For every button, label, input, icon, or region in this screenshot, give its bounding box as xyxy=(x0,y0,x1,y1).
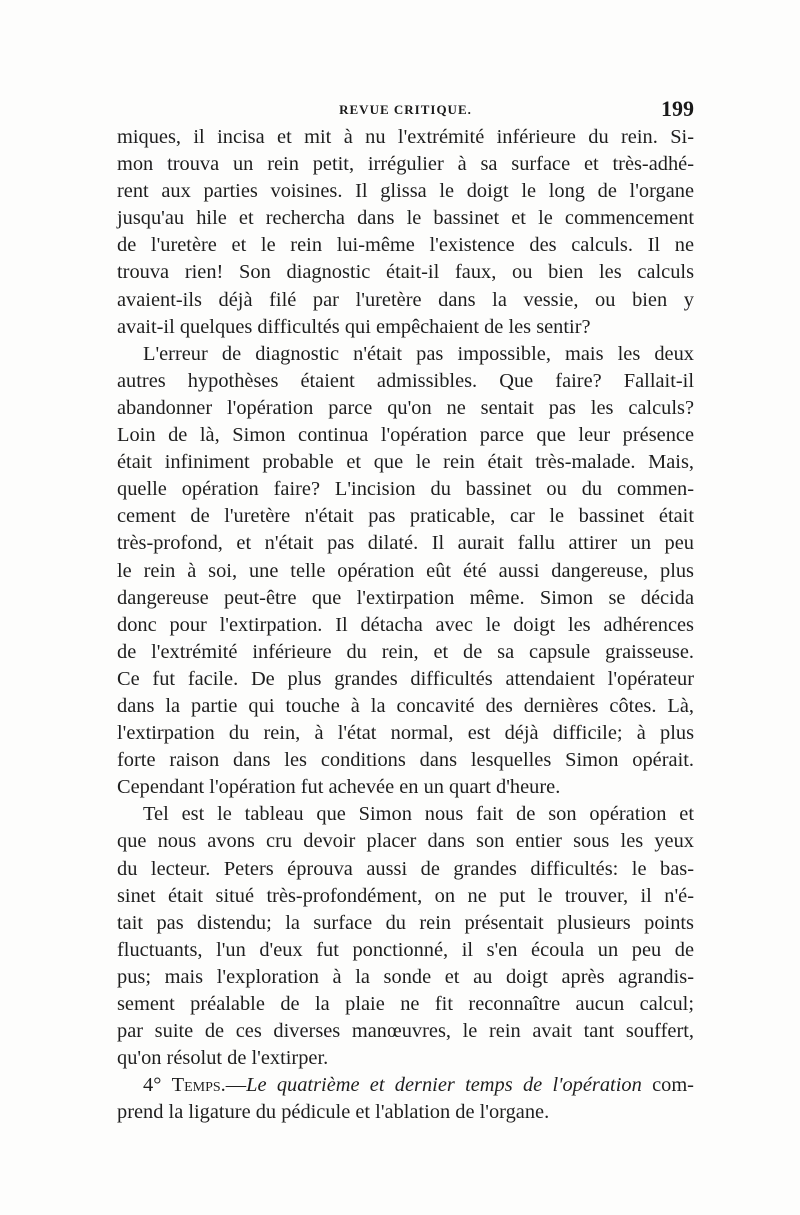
paragraph-2 xyxy=(117,341,694,802)
text-line: sinet était situé très-profondément, on ne put le trouver, il n'é- xyxy=(117,884,694,907)
text-line: trouva rien! Son diagnostic était-il faux, ou bien les calculs xyxy=(117,261,694,284)
text-line: Tel est le tableau que Simon nous fait de son opération et xyxy=(143,803,694,826)
text-line: jusqu'au hile et rechercha dans le bassinet et le commencement xyxy=(117,207,694,230)
text-line: l'extirpation du rein, à l'état normal, est déjà difficile; à plus xyxy=(117,722,694,745)
text-line: de l'extrémité inférieure du rein, et de sa capsule graisseuse. xyxy=(117,640,694,663)
italic-phrase: Le quatrième et dernier temps de l'opération xyxy=(246,1074,642,1097)
section-dash: — xyxy=(225,1074,247,1097)
text-line: L'erreur de diagnostic n'était pas impossible, mais les deux xyxy=(143,342,694,365)
text-line: par suite de ces diverses manœuvres, le rein avait tant souffert, xyxy=(117,1020,694,1043)
text-line: sement préalable de la plaie ne fit reconnaître aucun calcul; xyxy=(117,993,694,1015)
text-line: pus; mais l'exploration à la sonde et au doigt après agrandis- xyxy=(117,965,694,988)
running-head: REVUE CRITIQUE. xyxy=(339,102,472,117)
text-line: prend la ligature du pédicule et l'ablation de l'organe. xyxy=(117,1101,550,1124)
text-line: forte raison dans les conditions dans lesquelles Simon opérait. xyxy=(117,749,694,772)
text-line: cement de l'uretère n'était pas praticable, car le bassinet était xyxy=(117,505,694,528)
text-line: rent aux parties voisines. Il glissa le doigt le long de l'organe xyxy=(117,180,694,203)
body-text xyxy=(117,124,694,1126)
text-line: Ce fut facile. De plus grandes difficultés attendaient l'opérateur xyxy=(117,667,694,690)
text-line: abandonner l'opération parce qu'on ne sentait pas les calculs? xyxy=(117,396,694,419)
text-line: miques, il incisa et mit à nu l'extrémité inférieure du rein. Si- xyxy=(117,126,694,148)
text-line: qu'on résolut de l'extirper. xyxy=(117,1047,329,1070)
page-header xyxy=(117,96,694,126)
text-line: avaient-ils déjà filé par l'uretère dans la vessie, ou bien y xyxy=(117,288,694,311)
section-label: Temps. xyxy=(171,1074,226,1097)
paragraph-1 xyxy=(117,124,694,341)
text-line: de l'uretère et le rein lui-même l'existence des calculs. Il ne xyxy=(117,234,694,257)
text-line: était infiniment probable et que le rein était très-malade. Mais, xyxy=(117,451,694,474)
text-line: fluctuants, l'un d'eux fut ponctionné, il s'en écoula un peu de xyxy=(117,938,694,961)
text-line xyxy=(117,1072,694,1099)
text-line: quelle opération faire? L'incision du bassinet ou du commen- xyxy=(117,478,694,501)
text-line: autres hypothèses étaient admissibles. Que faire? Fallait-il xyxy=(117,369,694,392)
paragraph-4 xyxy=(117,1072,694,1126)
text-line: du lecteur. Peters éprouva aussi de grandes difficultés: le bas- xyxy=(117,857,694,880)
paragraph-3 xyxy=(117,801,694,1072)
text-line: mon trouva un rein petit, irrégulier à sa surface et très-adhé- xyxy=(117,153,694,176)
text-line: avait-il quelques difficultés qui empêchaient de les sentir? xyxy=(117,315,591,338)
section-number: 4° xyxy=(143,1074,162,1097)
text-line: le rein à soi, une telle opération eût été aussi dangereuse, plus xyxy=(117,559,694,582)
text-line: Loin de là, Simon continua l'opération parce que leur présence xyxy=(117,424,694,447)
text-line: très-profond, et n'était pas dilaté. Il aurait fallu attirer un peu xyxy=(117,532,694,555)
text-line: donc pour l'extirpation. Il détacha avec le doigt les adhérences xyxy=(117,613,694,636)
line-tail: com- xyxy=(652,1074,694,1097)
text-line: tait pas distendu; la surface du rein présentait plusieurs points xyxy=(117,911,694,934)
text-line: Cependant l'opération fut achevée en un quart d'heure. xyxy=(117,776,561,799)
page-number: 199 xyxy=(661,96,694,121)
text-line: dangereuse peut-être que l'extirpation même. Simon se décida xyxy=(117,586,694,609)
text-line: que nous avons cru devoir placer dans son entier sous les yeux xyxy=(117,830,694,853)
text-line: dans la partie qui touche à la concavité des dernières côtes. Là, xyxy=(117,694,694,717)
